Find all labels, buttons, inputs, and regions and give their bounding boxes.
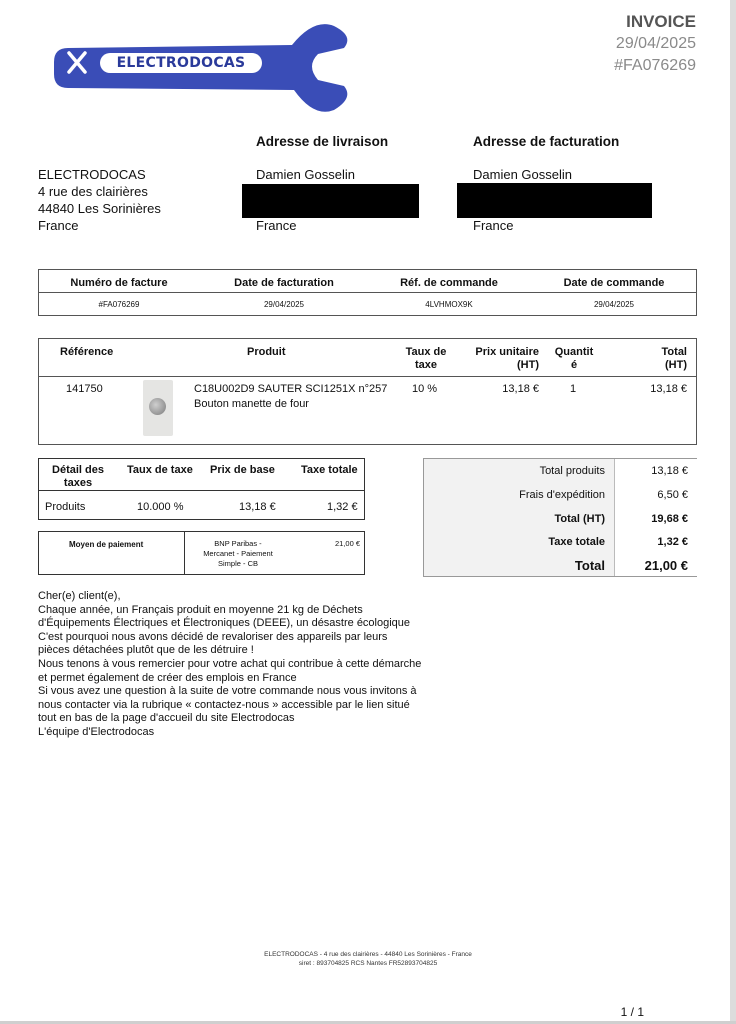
seller-country: France [38,218,79,233]
customer-message [38,590,438,740]
row-product-description: Bouton manette de four [194,398,309,410]
tax-row-label: Produits [45,501,86,513]
tax-table-divider [39,490,364,491]
col-header-unit-price [475,346,539,372]
info-header-invoice-number: Numéro de facture [70,277,168,289]
info-value-invoice-date: 29/04/2025 [263,300,305,309]
info-header-order-ref: Réf. de commande [400,277,498,289]
message-line: Nous tenons à vous remercier pour votre achat qui contribue à cette démarche [38,657,422,670]
billing-heading: Adresse de facturation [473,134,620,149]
col-header-quantity-line1: Quantit [554,346,594,358]
totals-ht-label: Total (HT) [554,513,605,525]
message-line: C'est pourquoi nous avons décidé de revaloriser des appareils par leurs [38,630,388,643]
row-tax-rate: 10 % [412,383,438,395]
totals-table [423,458,697,577]
totals-tax-label: Taxe totale [548,536,605,548]
seller-address [38,166,161,234]
tax-header-detail-line2: taxes [63,477,93,489]
oven-knob-icon [149,398,166,415]
row-reference: 141750 [66,383,103,395]
billing-name: Damien Gosselin [473,167,572,182]
col-header-unit-price-line1: Prix unitaire [475,346,539,358]
totals-grand-value: 21,00 € [644,558,688,573]
info-header-order-date: Date de commande [563,277,665,289]
col-header-tax-rate-line1: Taux de [405,346,447,358]
logo-text-electro: ELECTRO [116,55,190,71]
invoice-title: INVOICE [626,12,696,31]
tax-header-detail-line1: Détail des [52,464,104,476]
message-line: Si vous avez une question à la suite de votre commande nous vous invitons à [38,685,417,698]
delivery-country: France [256,218,297,233]
col-header-quantity [549,346,599,372]
page-edge-right [730,0,736,1024]
footer-address: ELECTRODOCAS - 4 rue des clairières - 44840 Les Sorinières - France [264,951,472,958]
payment-method-line3: Simple - CB [217,559,258,568]
product-table-divider [39,376,696,377]
row-unit-price: 13,18 € [502,383,539,395]
row-product [194,382,387,412]
logo-text-docas: DOCAS [189,55,246,71]
tax-header-base: Prix de base [210,464,275,476]
message-line: pièces détachées plutôt que de les détruire ! [38,644,254,657]
info-value-invoice-number: #FA076269 [98,300,140,309]
invoice-date: 29/04/2025 [615,35,696,52]
col-header-tax-rate [401,346,451,372]
totals-grand-label: Total [574,558,605,573]
row-total: 13,18 € [650,383,687,395]
info-value-order-date: 29/04/2025 [593,300,635,309]
seller-city: 44840 Les Sorinières [38,201,161,216]
delivery-heading: Adresse de livraison [256,134,389,149]
totals-ht-value: 19,68 € [651,513,688,525]
tax-row-rate: 10.000 % [137,501,184,513]
payment-method [189,539,287,569]
product-thumbnail [143,380,173,436]
row-quantity: 1 [570,383,577,395]
totals-shipping-label: Frais d'expédition [519,489,605,501]
message-line: tout en bas de la page d'accueil du site Electrodocas [38,712,295,725]
message-line: d'Équipements Électriques et Électroniques (DEEE), un désastre écologique [38,617,411,630]
info-divider [39,292,696,293]
col-header-tax-rate-line2: taxe [414,359,438,371]
payment-method-line2: Mercanet - Paiement [203,549,273,558]
message-line: Cher(e) client(e), [38,590,121,602]
payment-method-cell [184,532,366,574]
totals-products-value: 13,18 € [651,465,688,477]
payment-method-line1: BNP Paribas - [214,539,262,548]
page-number: 1 / 1 [620,1005,644,1019]
col-header-quantity-line2: é [570,359,578,371]
tax-header-total: Taxe totale [301,464,358,476]
delivery-name: Damien Gosselin [256,167,355,182]
info-value-order-ref: 4LVHMOX9K [425,300,473,309]
totals-shipping-value: 6,50 € [657,489,688,501]
billing-country: France [473,218,514,233]
col-header-product: Produit [247,346,286,358]
col-header-total [662,346,687,372]
payment-table [38,531,365,575]
row-product-name: C18U002D9 SAUTER SCI1251X n°257 [194,383,388,395]
info-header-invoice-date: Date de facturation [234,277,334,289]
product-table [38,338,697,445]
tax-header-detail [45,464,111,490]
company-logo [52,20,352,116]
billing-redaction [457,183,652,218]
payment-label: Moyen de paiement [69,540,144,549]
message-line: Chaque année, un Français produit en moyenne 21 kg de Déchets [38,603,363,616]
seller-street: 4 rue des clairières [38,184,148,199]
seller-name: ELECTRODOCAS [38,167,146,182]
tax-row-total: 1,32 € [327,501,358,513]
message-line: L'équipe d'Electrodocas [38,725,155,738]
totals-products-label: Total produits [539,465,605,477]
message-line: nous contacter via la rubrique « contactez-nous » accessible par le lien situé [38,698,410,711]
totals-tax-value: 1,32 € [657,536,688,548]
footer-registration: siret : 893704825 RCS Nantes FR52893704825 [298,960,438,967]
payment-amount: 21,00 € [334,539,360,548]
invoice-info-table [38,269,697,316]
col-header-total-line1: Total [661,346,687,358]
tax-detail-table [38,458,365,520]
delivery-redaction [242,184,419,218]
col-header-total-line2: (HT) [665,359,687,371]
col-header-unit-price-line2: (HT) [517,359,539,371]
tax-row-base: 13,18 € [239,501,276,513]
tax-header-rate: Taux de taxe [127,464,193,476]
message-line: et permet également de créer des emplois en France [38,671,297,684]
col-header-reference: Référence [60,346,114,358]
invoice-number: #FA076269 [614,57,696,74]
